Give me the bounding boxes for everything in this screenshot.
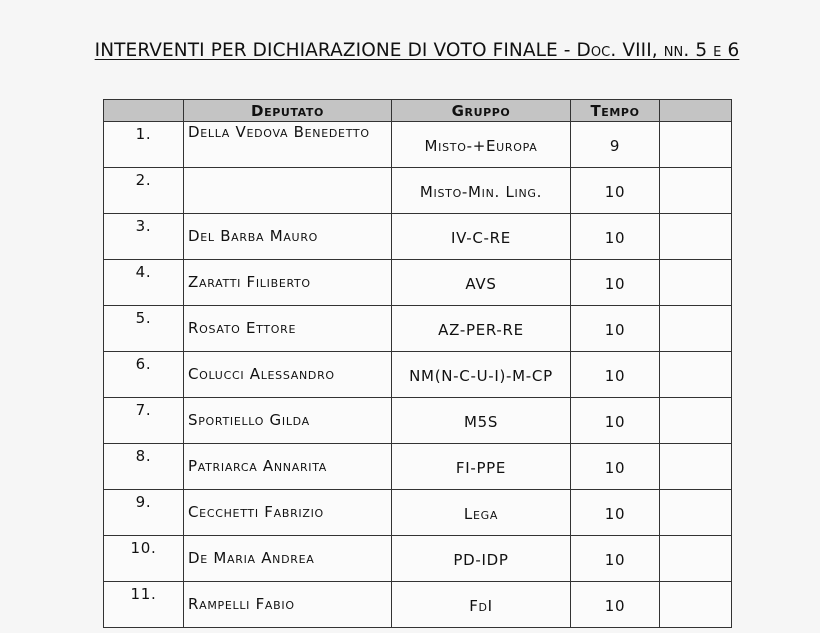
row-extra xyxy=(660,490,732,536)
row-tempo: 9 xyxy=(571,122,660,168)
header-number xyxy=(104,100,184,122)
row-number: 3. xyxy=(104,214,184,260)
row-deputato xyxy=(184,168,392,214)
document-title: INTERVENTI PER DICHIARAZIONE DI VOTO FINALE - Doc. VIII, nn. 5 e 6 xyxy=(94,40,740,61)
header-extra xyxy=(660,100,732,122)
row-gruppo: NM(N-C-U-I)-M-CP xyxy=(392,352,571,398)
row-tempo: 10 xyxy=(571,536,660,582)
table-row xyxy=(104,582,732,628)
row-number: 5. xyxy=(104,306,184,352)
table-row xyxy=(104,122,732,168)
row-deputato: Colucci Alessandro xyxy=(184,352,392,398)
row-extra xyxy=(660,444,732,490)
row-gruppo: Lega xyxy=(392,490,571,536)
row-number: 1. xyxy=(104,122,184,168)
table-row xyxy=(104,398,732,444)
row-gruppo: Misto-+Europa xyxy=(392,122,571,168)
table-header-row xyxy=(104,100,732,122)
row-gruppo: FdI xyxy=(392,582,571,628)
table-row xyxy=(104,214,732,260)
row-tempo: 10 xyxy=(571,260,660,306)
header-gruppo: Gruppo xyxy=(392,100,571,122)
row-number: 8. xyxy=(104,444,184,490)
row-extra xyxy=(660,582,732,628)
table-row xyxy=(104,168,732,214)
table-row xyxy=(104,306,732,352)
row-deputato: De Maria Andrea xyxy=(184,536,392,582)
row-deputato: Rampelli Fabio xyxy=(184,582,392,628)
row-tempo: 10 xyxy=(571,214,660,260)
row-extra xyxy=(660,168,732,214)
row-tempo: 10 xyxy=(571,306,660,352)
row-gruppo: AVS xyxy=(392,260,571,306)
row-deputato: Rosato Ettore xyxy=(184,306,392,352)
row-extra xyxy=(660,260,732,306)
table-row xyxy=(104,352,732,398)
row-gruppo: Misto-Min. Ling. xyxy=(392,168,571,214)
row-tempo: 10 xyxy=(571,444,660,490)
row-extra xyxy=(660,122,732,168)
table-row xyxy=(104,444,732,490)
row-deputato: Del Barba Mauro xyxy=(184,214,392,260)
row-tempo: 10 xyxy=(571,490,660,536)
row-deputato: Cecchetti Fabrizio xyxy=(184,490,392,536)
row-tempo: 10 xyxy=(571,398,660,444)
row-deputato: Della Vedova Benedetto xyxy=(184,122,392,168)
row-gruppo: PD-IDP xyxy=(392,536,571,582)
row-gruppo: AZ-PER-RE xyxy=(392,306,571,352)
row-deputato: Zaratti Filiberto xyxy=(184,260,392,306)
table-row xyxy=(104,536,732,582)
row-deputato: Patriarca Annarita xyxy=(184,444,392,490)
row-gruppo: IV-C-RE xyxy=(392,214,571,260)
header-deputato: Deputato xyxy=(184,100,392,122)
row-tempo: 10 xyxy=(571,582,660,628)
row-gruppo: FI-PPE xyxy=(392,444,571,490)
row-extra xyxy=(660,536,732,582)
row-number: 4. xyxy=(104,260,184,306)
row-deputato: Sportiello Gilda xyxy=(184,398,392,444)
row-tempo: 10 xyxy=(571,168,660,214)
row-number: 7. xyxy=(104,398,184,444)
row-extra xyxy=(660,306,732,352)
table-row xyxy=(104,260,732,306)
speakers-table xyxy=(103,99,732,628)
row-number: 9. xyxy=(104,490,184,536)
row-number: 11. xyxy=(104,582,184,628)
row-number: 2. xyxy=(104,168,184,214)
header-tempo: Tempo xyxy=(571,100,660,122)
row-extra xyxy=(660,352,732,398)
row-gruppo: M5S xyxy=(392,398,571,444)
row-extra xyxy=(660,398,732,444)
row-number: 10. xyxy=(104,536,184,582)
table-row xyxy=(104,490,732,536)
row-number: 6. xyxy=(104,352,184,398)
row-tempo: 10 xyxy=(571,352,660,398)
row-extra xyxy=(660,214,732,260)
